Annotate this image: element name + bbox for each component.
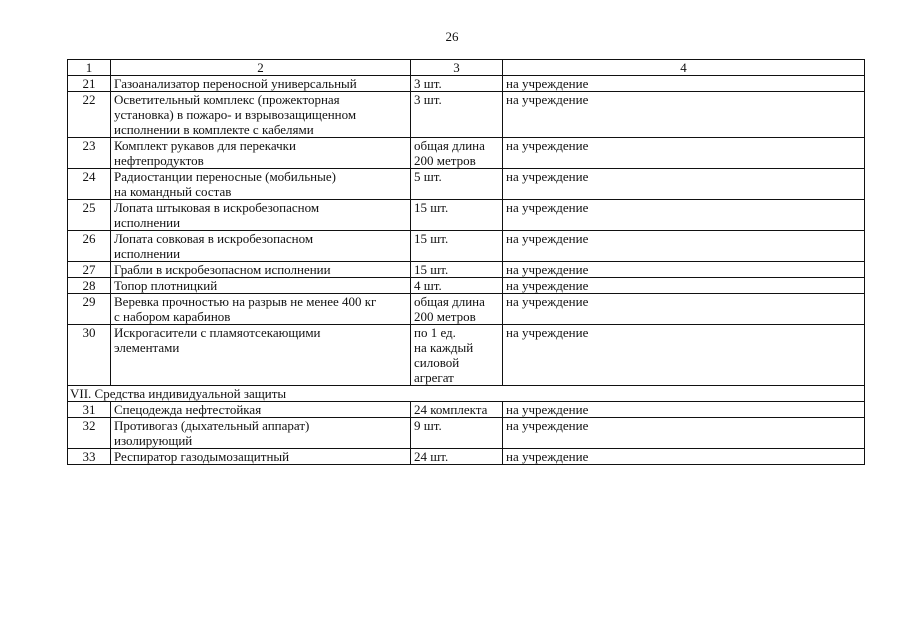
table-body xyxy=(68,76,865,465)
item-note: на учреждение xyxy=(503,278,865,294)
section-title: VII. Средства индивидуальной защиты xyxy=(68,386,865,402)
row-number: 22 xyxy=(68,92,111,138)
item-quantity: по 1 ед. на каждый силовой агрегат xyxy=(411,325,503,386)
table-row xyxy=(68,418,865,449)
item-quantity: 15 шт. xyxy=(411,231,503,262)
item-name: Радиостанции переносные (мобильные) на командный состав xyxy=(111,169,411,200)
header-col-3: 3 xyxy=(411,60,503,76)
item-name: Лопата совковая в искробезопасном исполнении xyxy=(111,231,411,262)
row-number: 33 xyxy=(68,449,111,465)
item-note: на учреждение xyxy=(503,325,865,386)
item-name: Респиратор газодымозащитный xyxy=(111,449,411,465)
item-name: Топор плотницкий xyxy=(111,278,411,294)
table-row xyxy=(68,402,865,418)
table-row xyxy=(68,278,865,294)
section-row xyxy=(68,386,865,402)
item-note: на учреждение xyxy=(503,92,865,138)
table-header xyxy=(68,60,865,76)
item-quantity: 5 шт. xyxy=(411,169,503,200)
item-name: Лопата штыковая в искробезопасном исполнении xyxy=(111,200,411,231)
row-number: 30 xyxy=(68,325,111,386)
table-row xyxy=(68,200,865,231)
item-note: на учреждение xyxy=(503,231,865,262)
item-note: на учреждение xyxy=(503,294,865,325)
row-number: 32 xyxy=(68,418,111,449)
table-row xyxy=(68,294,865,325)
item-note: на учреждение xyxy=(503,418,865,449)
item-name: Грабли в искробезопасном исполнении xyxy=(111,262,411,278)
table-row xyxy=(68,262,865,278)
item-quantity: общая длина 200 метров xyxy=(411,294,503,325)
item-note: на учреждение xyxy=(503,138,865,169)
item-note: на учреждение xyxy=(503,169,865,200)
row-number: 26 xyxy=(68,231,111,262)
table-row xyxy=(68,92,865,138)
item-note: на учреждение xyxy=(503,449,865,465)
item-name: Газоанализатор переносной универсальный xyxy=(111,76,411,92)
row-number: 21 xyxy=(68,76,111,92)
table-row xyxy=(68,169,865,200)
item-note: на учреждение xyxy=(503,200,865,231)
row-number: 31 xyxy=(68,402,111,418)
item-quantity: 4 шт. xyxy=(411,278,503,294)
table-row xyxy=(68,138,865,169)
item-note: на учреждение xyxy=(503,76,865,92)
item-name: Комплект рукавов для перекачки нефтепродуктов xyxy=(111,138,411,169)
item-quantity: 3 шт. xyxy=(411,76,503,92)
item-quantity: 9 шт. xyxy=(411,418,503,449)
table-row xyxy=(68,76,865,92)
table-row xyxy=(68,325,865,386)
item-note: на учреждение xyxy=(503,402,865,418)
item-quantity: 3 шт. xyxy=(411,92,503,138)
header-col-1: 1 xyxy=(68,60,111,76)
row-number: 28 xyxy=(68,278,111,294)
row-number: 29 xyxy=(68,294,111,325)
item-name: Искрогасители с пламяотсекающими элементами xyxy=(111,325,411,386)
row-number: 25 xyxy=(68,200,111,231)
header-col-4: 4 xyxy=(503,60,865,76)
header-row xyxy=(68,60,865,76)
item-name: Спецодежда нефтестойкая xyxy=(111,402,411,418)
row-number: 27 xyxy=(68,262,111,278)
table-row xyxy=(68,231,865,262)
item-quantity: общая длина 200 метров xyxy=(411,138,503,169)
table-row xyxy=(68,449,865,465)
item-quantity: 24 шт. xyxy=(411,449,503,465)
item-quantity: 24 комплекта xyxy=(411,402,503,418)
item-note: на учреждение xyxy=(503,262,865,278)
item-quantity: 15 шт. xyxy=(411,262,503,278)
header-col-2: 2 xyxy=(111,60,411,76)
item-quantity: 15 шт. xyxy=(411,200,503,231)
row-number: 24 xyxy=(68,169,111,200)
item-name: Веревка прочностью на разрыв не менее 400 кг с набором карабинов xyxy=(111,294,411,325)
item-name: Противогаз (дыхательный аппарат) изолирующий xyxy=(111,418,411,449)
page-number: 26 xyxy=(445,29,459,44)
row-number: 23 xyxy=(68,138,111,169)
item-name: Осветительный комплекс (прожекторная установка) в пожаро- и взрывозащищенном исполнении в комплекте с кабелями xyxy=(111,92,411,138)
equipment-table xyxy=(67,59,865,465)
